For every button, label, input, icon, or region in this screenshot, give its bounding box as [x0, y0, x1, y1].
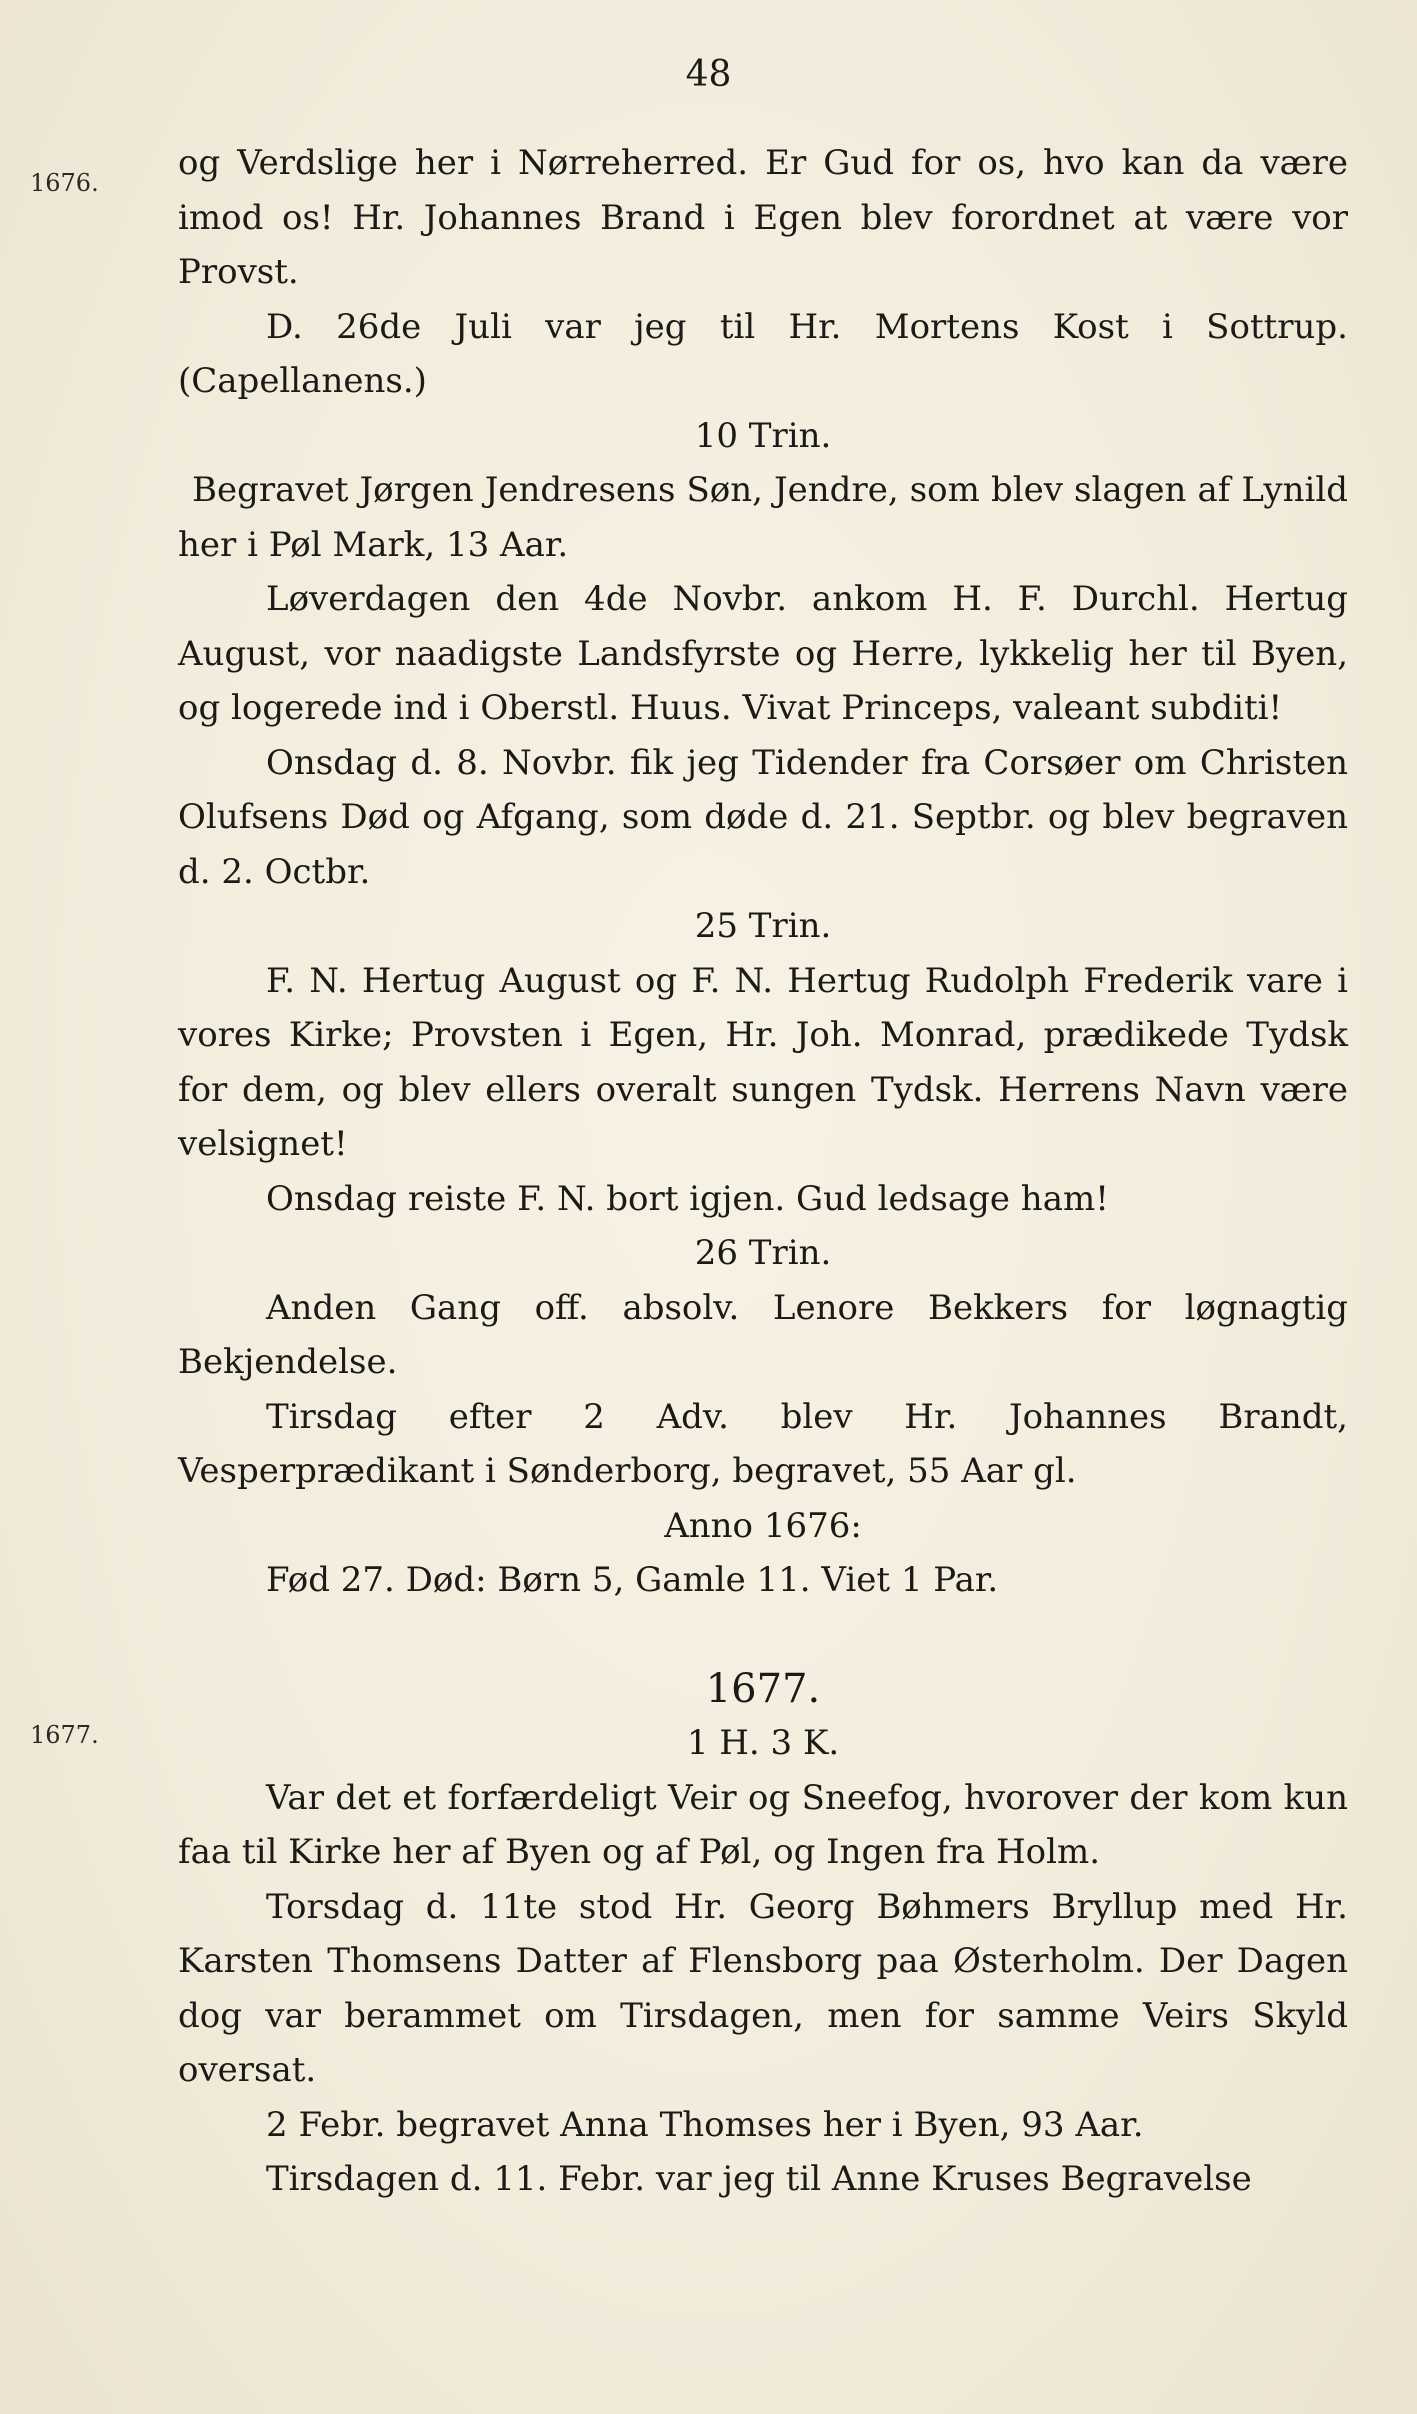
- margin-year-1677: 1677.: [30, 1721, 99, 1749]
- paragraph: Anden Gang off. absolv. Lenore Bekkers for løgnagtig Bekjendelse.: [178, 1287, 1348, 1382]
- paragraph: 2 Febr. begravet Anna Thomses her i Byen, 93 Aar.: [266, 2104, 1144, 2145]
- section-heading: 25 Trin.: [694, 906, 832, 946]
- paragraph: F. N. Hertug August og F. N. Hertug Rudolph Frederik vare i vores Kirke; Provsten i Egen, Hr. Joh. Monrad, prædikede Tydsk for dem, og blev ellers overalt sungen Tydsk. Herrens Navn være velsignet!: [178, 960, 1348, 1164]
- section-heading: 1 H. 3 K.: [686, 1723, 840, 1763]
- paragraph: og Verdslige her i Nørreherred. Er Gud for os, hvo kan da være imod os! Hr. Johannes Brand i Egen blev forordnet at være vor Provst.: [178, 143, 1348, 292]
- section-heading: 10 Trin.: [694, 415, 832, 456]
- section-heading: Anno 1676:: [664, 1505, 862, 1546]
- paragraph: Onsdag d. 8. Novbr. fik jeg Tidender fra Corsøer om Christen Olufsens Død og Afgang, som døde d. 21. Septbr. og blev begraven d. 2. Octbr.: [178, 742, 1348, 892]
- paragraph: Onsdag reiste F. N. bort igjen. Gud ledsage ham!: [266, 1178, 1109, 1219]
- section-heading: 26 Trin.: [694, 1233, 832, 1273]
- paragraph: Begravet Jørgen Jendresens Søn, Jendre, som blev slagen af Lynild her i Pøl Mark, 13 Aar.: [178, 470, 1348, 565]
- paragraph: Tirsdag efter 2 Adv. blev Hr. Johannes Brandt, Vesperprædikant i Sønderborg, begravet, 55 Aar gl.: [178, 1396, 1348, 1491]
- paragraph: Tirsdagen d. 11. Febr. var jeg til Anne Kruses Begravelse: [266, 2159, 1252, 2199]
- paragraph: Løverdagen den 4de Novbr. ankom H. F. Durchl. Hertug August, vor naadigste Landsfyrste og Herre, lykkelig her til Byen, og logerede ind i Oberstl. Huus. Vivat Princeps, valeant subditi!: [178, 579, 1348, 728]
- paragraph: D. 26de Juli var jeg til Hr. Mortens Kost i Sottrup. (Capellanens.): [178, 306, 1348, 401]
- page-number: 48: [685, 54, 732, 95]
- year-heading: 1677.: [705, 1665, 821, 1712]
- paragraph: Var det et forfærdeligt Veir og Sneefog, hvorover der kom kun faa til Kirke her af Byen og af Pøl, og Ingen fra Holm.: [178, 1777, 1348, 1872]
- margin-year-1676: 1676.: [30, 169, 99, 197]
- page-body: [178, 136, 1348, 2207]
- paragraph: Torsdag d. 11te stod Hr. Georg Bøhmers Bryllup med Hr. Karsten Thomsens Datter af Flensborg paa Østerholm. Der Dagen dog var berammet om Tirsdagen, men for samme Veirs Skyld oversat.: [178, 1886, 1348, 2090]
- paragraph: Fød 27. Død: Børn 5, Gamle 11. Viet 1 Par.: [266, 1560, 999, 1600]
